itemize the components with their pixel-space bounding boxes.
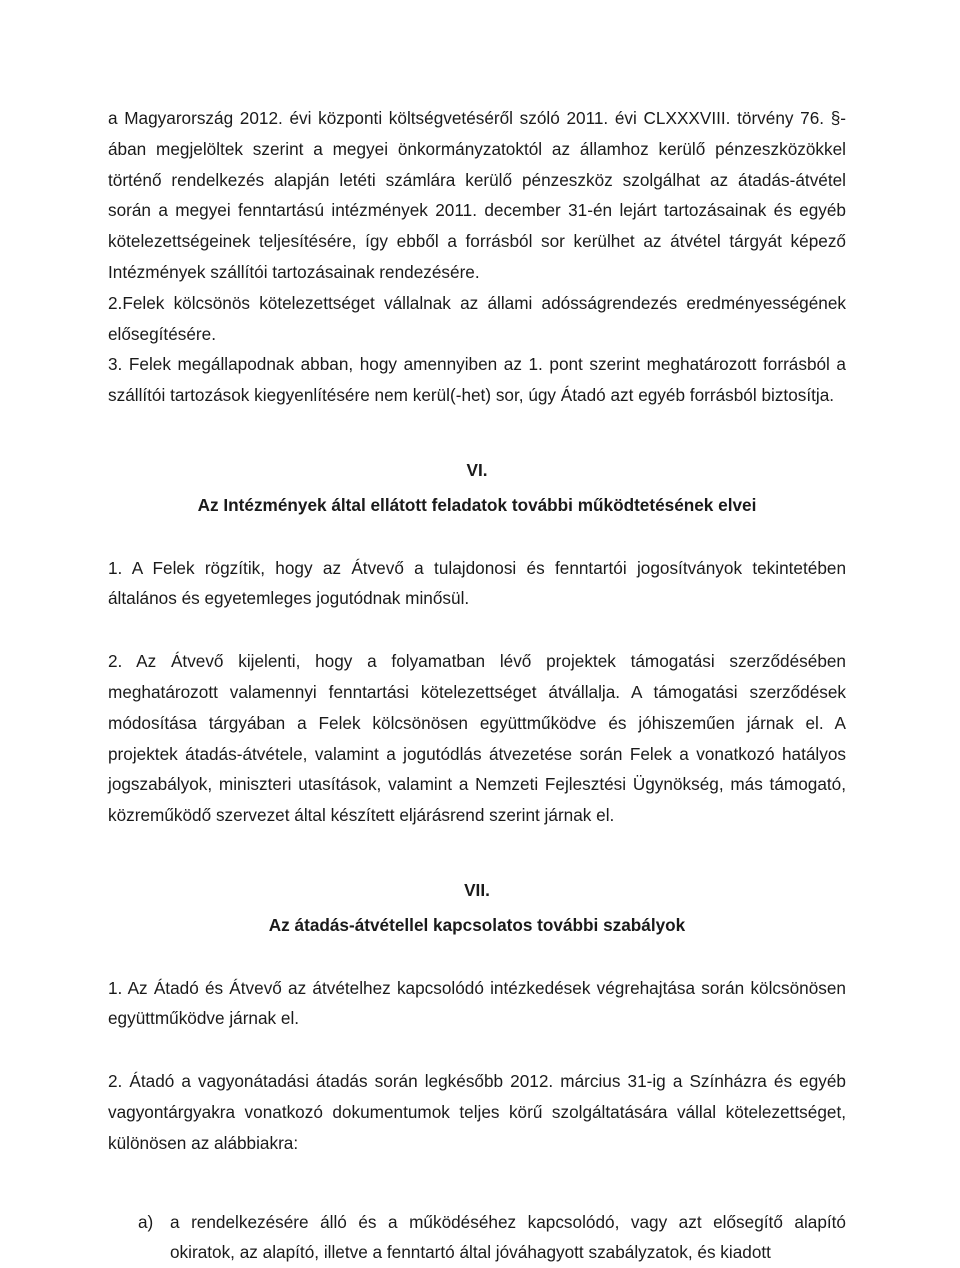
section-7-paragraph-2: 2. Átadó a vagyonátadási átadás során legkésőbb 2012. március 31-ig a Színházra és egyéb vagyontárgyakra vonatkozó dokumentumok teljes körű szolgáltatására vállal kötelezettséget, különösen az alábbiakra: <box>108 1071 846 1153</box>
intro-paragraph-2: 2.Felek kölcsönös kötelezettséget vállalnak az állami adósságrendezés eredményességének elősegítésére. <box>108 292 846 344</box>
list-item-a-text: a rendelkezésére álló és a működéséhez kapcsolódó, vagy azt elősegítő alapító okiratok, az alapító, illetve a fenntartó által jóváhagyott szabályzatok, és kiadott <box>170 1211 846 1263</box>
section-6-paragraph-1: 1. A Felek rögzítik, hogy az Átvevő a tulajdonosi és fenntartói jogosítványok tekintetében általános és egyetemleges jogutódnak minősül. <box>108 557 846 609</box>
document-page <box>108 103 846 1268</box>
intro-paragraph-1: a Magyarország 2012. évi központi költségvetéséről szóló 2011. évi CLXXXVIII. törvény 76. §-ában megjelöltek szerint a megyei önkormányzatoktól az államhoz kerülő pénzeszközökkel történő rendelkezés alapján letéti számlára kerülő pénzeszköz szolgálhat az átadás-átvétel során a megyei fenntartású intézmények 2011. december 31-én lejárt tartozásainak és egyéb kötelezettségeinek teljesítésére, így ebből a forrásból sor kerülhet az átvétel tárgyát képező Intézmények szállítói tartozásainak rendezésére. <box>108 108 846 282</box>
list-item-a <box>138 1207 846 1268</box>
section-7-paragraph-1: 1. Az Átadó és Átvevő az átvételhez kapcsolódó intézkedések végrehajtása során kölcsönösen együttműködve járnak el. <box>108 977 846 1029</box>
list-item-a-marker: a) <box>138 1211 154 1232</box>
section-7-title: Az átadás-átvétellel kapcsolatos további szabályok <box>268 914 686 935</box>
section-6-number: VI. <box>466 459 488 480</box>
intro-paragraph-3: 3. Felek megállapodnak abban, hogy amennyiben az 1. pont szerint meghatározott forrásból a szállítói tartozások kiegyenlítésére nem kerül(-het) sor, úgy Átadó azt egyéb forrásból biztosítja. <box>108 354 846 406</box>
section-6-title: Az Intézmények által ellátott feladatok további működtetésének elvei <box>197 494 757 515</box>
section-6-paragraph-2: 2. Az Átvevő kijelenti, hogy a folyamatban lévő projektek támogatási szerződésében meghatározott valamennyi fenntartási kötelezettséget átvállalja. A támogatási szerződések módosítása tárgyában a Felek kölcsönösen együttműködve és jóhiszeműen járnak el. A projektek átadás-átvétele, valamint a jogutódlás átvezetése során Felek a vonatkozó hatályos jogszabályok, miniszteri utasítások, valamint a Nemzeti Fejlesztési Ügynökség, más támogató, közreműködő szervezet által készített eljárásrend szerint járnak el. <box>108 651 846 826</box>
section-7-number: VII. <box>464 879 490 900</box>
